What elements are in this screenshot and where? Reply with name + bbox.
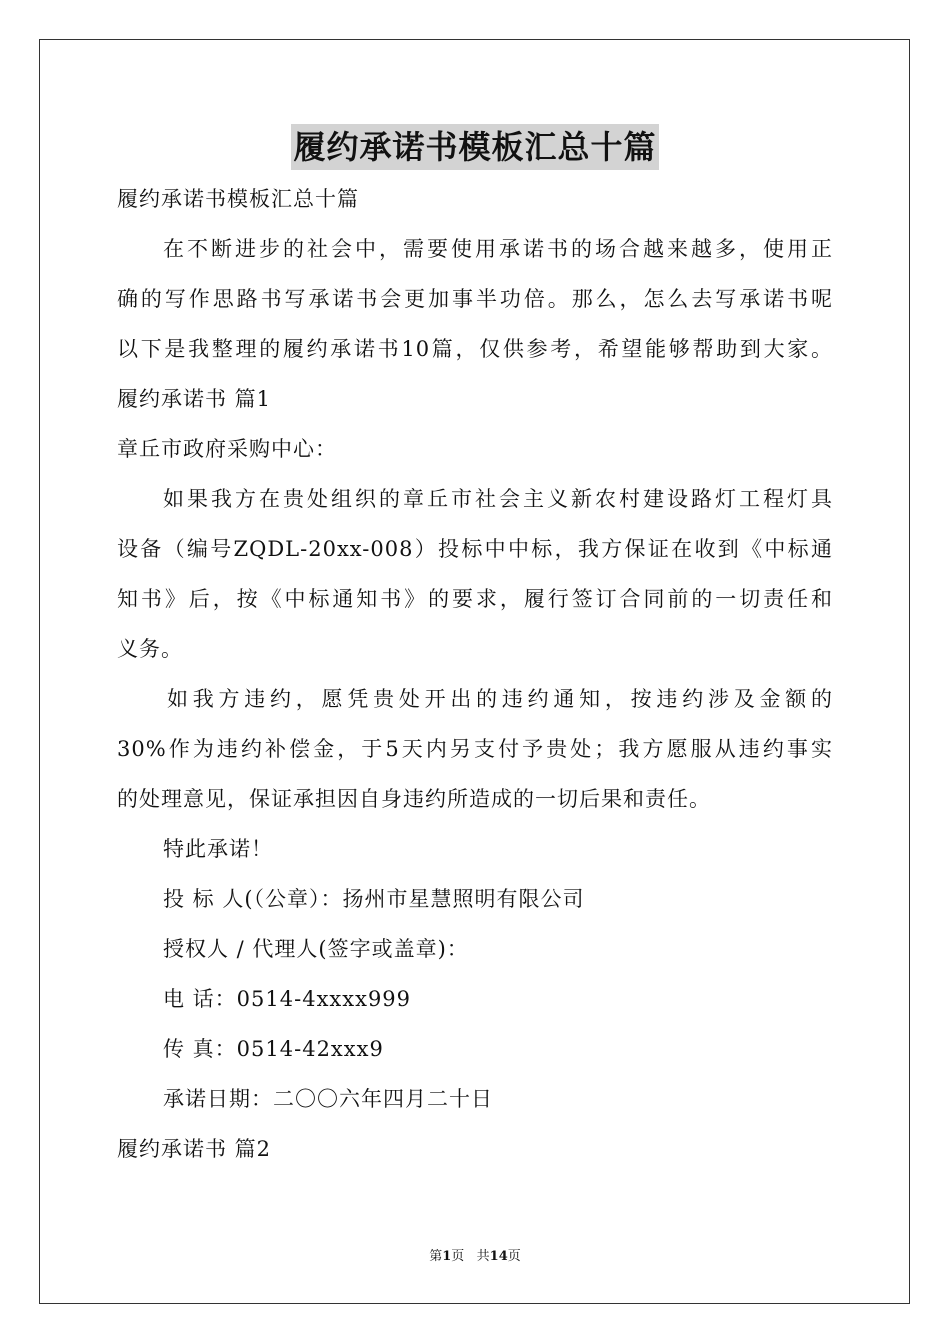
footer-mid: 页 共 [451, 1249, 490, 1264]
page-frame [39, 39, 910, 1304]
bidder-line: 投 标 人(（公章）：扬州市星慧照明有限公司 [163, 887, 585, 911]
footer-page-number: 1 [442, 1249, 452, 1264]
intro-line-3: 以下是我整理的履约承诺书10篇，仅供参考，希望能够帮助到大家。 [117, 337, 833, 361]
page-footer [0, 1248, 950, 1266]
footer-suffix: 页 [507, 1249, 521, 1264]
title-wrap [0, 124, 950, 170]
para1-line-1: 如果我方在贵处组织的章丘市社会主义新农村建设路灯工程灯具 [163, 487, 833, 511]
para2-line-1: 如我方违约，愿凭贵处开出的违约通知，按违约涉及金额的 [167, 687, 833, 711]
para1-line-2: 设备（编号ZQDL-20xx-008）投标中中标，我方保证在收到《中标通 [117, 537, 833, 561]
intro-line-1: 在不断进步的社会中，需要使用承诺书的场合越来越多，使用正 [163, 237, 833, 261]
fax-line: 传 真：0514-42xxx9 [163, 1037, 384, 1061]
footer-prefix: 第 [429, 1249, 443, 1264]
para1-line-4: 义务。 [117, 637, 183, 661]
para2-line-3: 的处理意见，保证承担因自身违约所造成的一切后果和责任。 [117, 787, 711, 811]
page-title: 履约承诺书模板汇总十篇 [291, 124, 658, 170]
section2-heading: 履约承诺书 篇2 [117, 1137, 272, 1161]
footer-total-pages: 14 [489, 1249, 508, 1264]
authorized-line: 授权人 / 代理人(签字或盖章)： [163, 937, 469, 961]
phone-line: 电 话：0514-4xxxx999 [163, 987, 412, 1011]
para2-line-2: 30%作为违约补偿金，于5天内另支付予贵处；我方愿服从违约事实 [117, 737, 833, 761]
addressee: 章丘市政府采购中心： [117, 437, 337, 461]
closing-statement: 特此承诺！ [163, 837, 273, 861]
intro-line-2: 确的写作思路书写承诺书会更加事半功倍。那么，怎么去写承诺书呢 [117, 287, 833, 311]
para1-line-3: 知书》后，按《中标通知书》的要求，履行签订合同前的一切责任和 [117, 587, 833, 611]
section1-heading: 履约承诺书 篇1 [117, 387, 272, 411]
subtitle: 履约承诺书模板汇总十篇 [117, 187, 359, 211]
date-line: 承诺日期：二〇〇六年四月二十日 [163, 1087, 493, 1111]
